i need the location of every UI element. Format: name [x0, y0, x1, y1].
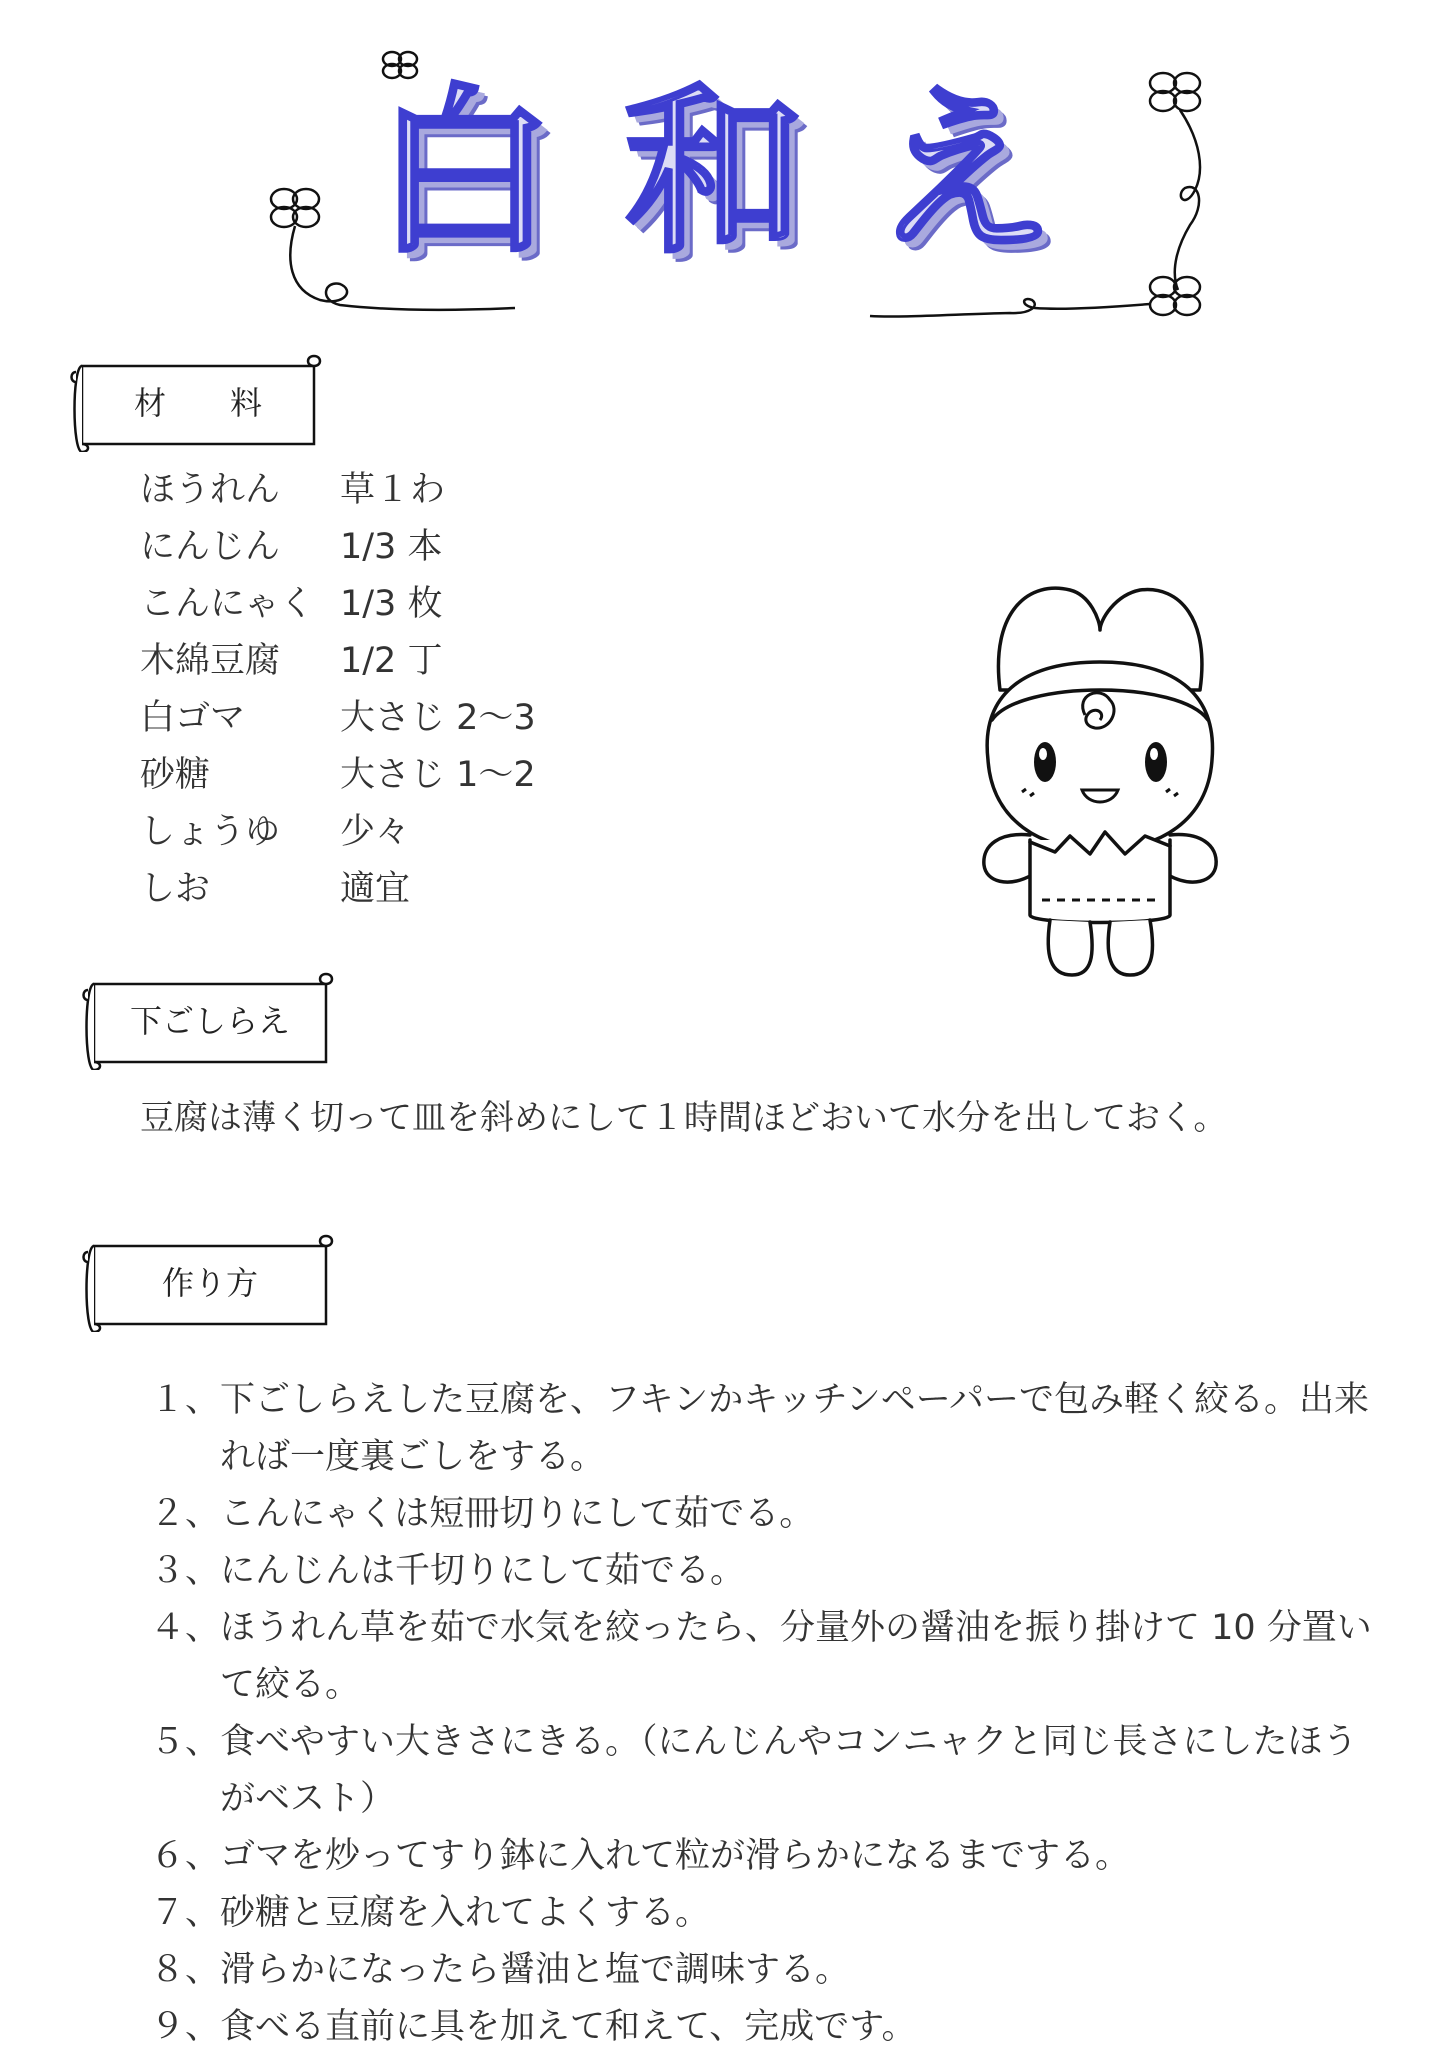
method-steps	[150, 1372, 1390, 2056]
step-text: 食べる直前に具を加えて和えて、完成です。	[220, 2007, 917, 2047]
step-text: 砂糖と豆腐を入れてよくする。	[220, 1893, 711, 1933]
ingredient-row	[140, 572, 740, 629]
ingredient-name: 白ゴマ	[140, 697, 246, 738]
ingredient-amount: 1/3 枚	[340, 583, 443, 624]
step-number: ２、	[150, 1494, 221, 1534]
page-title: 白和え	[374, 69, 1125, 278]
ingredient-amount: 適宜	[340, 868, 411, 909]
prep-instructions: 豆腐は薄く切って皿を斜めにして１時間ほどおいて水分を出しておく。	[140, 1098, 1228, 1138]
ingredient-name: しょうゆ	[140, 811, 281, 852]
step-item	[150, 1999, 1390, 2056]
step-text: ほうれん草を茹で水気を絞ったら、分量外の醤油を振り掛けて 10 分置いて絞る。	[220, 1608, 1372, 1705]
step-text: 食べやすい大きさにきる。（にんじんやコンニャクと同じ長さにしたほうがベスト）	[220, 1722, 1358, 1819]
step-text: こんにゃくは短冊切りにして茹でる。	[220, 1494, 815, 1534]
step-item	[150, 1714, 1390, 1828]
ingredient-row	[140, 743, 740, 800]
title-banner	[0, 0, 1429, 340]
step-number: ８、	[150, 1950, 221, 1990]
step-item	[150, 1543, 1390, 1600]
ingredient-amount: 1/3 本	[340, 526, 443, 567]
ingredient-name: 木綿豆腐	[140, 640, 281, 681]
section-title: 材 料	[133, 384, 262, 422]
step-item	[150, 1885, 1390, 1942]
step-text: 下ごしらえした豆腐を、フキンかキッチンペーパーで包み軽く絞る。出来れば一度裏ごしをする。	[220, 1380, 1370, 1477]
step-text: 滑らかになったら醤油と塩で調味する。	[220, 1950, 851, 1990]
ingredient-amount: 大さじ 1～2	[340, 754, 536, 795]
ingredient-amount: 草１わ	[340, 469, 446, 510]
ingredient-name: 砂糖	[140, 754, 211, 795]
step-text: にんじんは千切りにして茹でる。	[220, 1551, 746, 1591]
ingredient-row	[140, 458, 740, 515]
step-number: ９、	[150, 2007, 221, 2047]
step-number: ７、	[150, 1893, 221, 1933]
ingredient-row	[140, 515, 740, 572]
section-label-ingredients	[66, 352, 326, 452]
step-number: ５、	[150, 1722, 221, 1762]
ingredient-row	[140, 629, 740, 686]
step-number: １、	[150, 1380, 221, 1420]
ingredient-row	[140, 686, 740, 743]
ingredient-name: にんじん	[140, 526, 281, 567]
step-number: ６、	[150, 1836, 221, 1876]
section-title: 下ごしらえ	[129, 1002, 290, 1040]
step-item	[150, 1828, 1390, 1885]
step-item	[150, 1600, 1390, 1714]
clover-icon	[1150, 277, 1200, 315]
ingredient-list	[140, 458, 740, 914]
step-text: ゴマを炒ってすり鉢に入れて粒が滑らかになるまでする。	[220, 1836, 1131, 1876]
section-label-prep	[78, 970, 338, 1070]
step-number: ３、	[150, 1551, 221, 1591]
section-label-method	[78, 1232, 338, 1332]
ingredient-row	[140, 857, 740, 914]
step-item	[150, 1372, 1390, 1486]
step-item	[150, 1942, 1390, 1999]
ingredient-name: ほうれん	[140, 469, 281, 510]
ingredient-name: こんにゃく	[140, 583, 315, 624]
section-title: 作り方	[161, 1264, 258, 1302]
ingredient-amount: 少々	[340, 811, 411, 852]
step-item	[150, 1486, 1390, 1543]
mascot-illustration	[960, 570, 1240, 990]
ingredient-name: しお	[140, 868, 211, 909]
ingredient-amount: 1/2 丁	[340, 640, 443, 681]
step-number: ４、	[150, 1608, 221, 1648]
ingredient-amount: 大さじ 2～3	[340, 697, 536, 738]
ingredient-row	[140, 800, 740, 857]
